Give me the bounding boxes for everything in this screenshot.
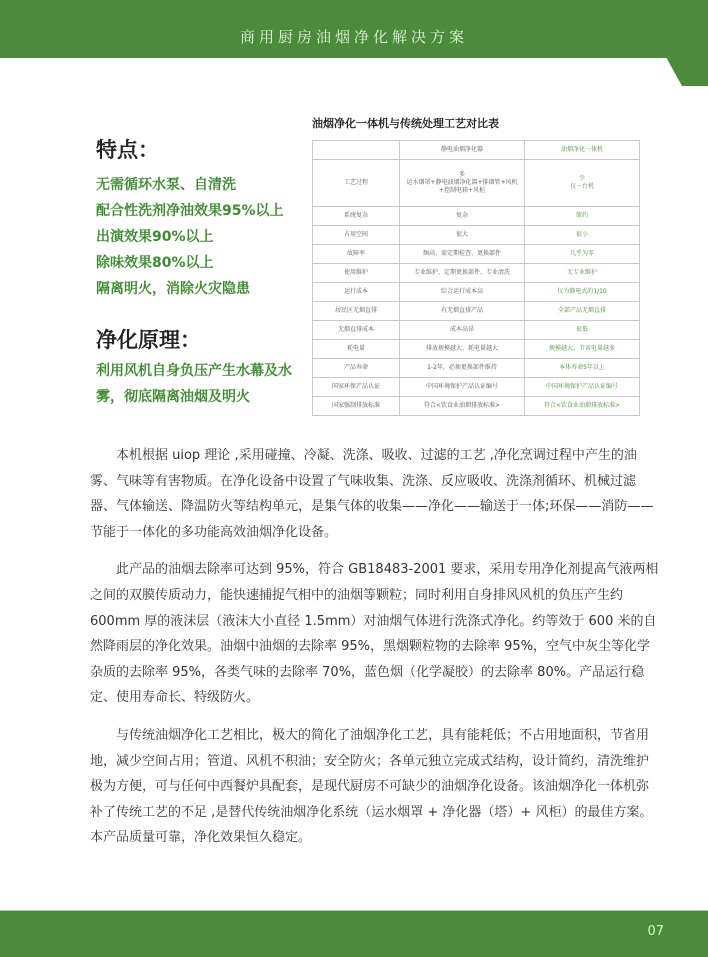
comparison-table bbox=[312, 140, 640, 416]
table-row bbox=[313, 283, 640, 302]
table-cell: 符合<饮食业油烟排放标准> bbox=[400, 397, 525, 416]
feature-item: 无需循环水泵、自清洗 bbox=[96, 177, 236, 193]
body-text bbox=[90, 443, 660, 863]
table-cell: 静电油烟净化器 bbox=[400, 141, 525, 160]
table-header-row bbox=[313, 141, 640, 160]
feature-item: 配合性洗剂净油效果95%以上 bbox=[96, 203, 284, 219]
table-cell: 运行成本 bbox=[313, 283, 400, 302]
principle-heading: 净化原理： bbox=[96, 328, 201, 352]
footer-bar bbox=[0, 910, 708, 957]
table-cell: 居民区无烟直排 bbox=[313, 302, 400, 321]
table-cell: 综合运行成本高 bbox=[400, 283, 525, 302]
table-row bbox=[313, 378, 640, 397]
feature-item: 除味效果80%以上 bbox=[96, 255, 214, 271]
table-row bbox=[313, 302, 640, 321]
table-row bbox=[313, 160, 640, 207]
table-cell: 中国环境保护产品认证编号 bbox=[525, 378, 640, 397]
principle-text: 利用风机自身负压产生水幕及水雾，彻底隔离油烟及明火 bbox=[96, 363, 292, 405]
table-row bbox=[313, 340, 640, 359]
table-cell: 占用空间 bbox=[313, 226, 400, 245]
table-cell: 油烟净化一体机 bbox=[525, 141, 640, 160]
table-cell: 故障率 bbox=[313, 245, 400, 264]
table-cell: 排放规模越大、耗电量越大 bbox=[400, 340, 525, 359]
table-cell: 国家强制排放标准 bbox=[313, 397, 400, 416]
table-cell: 规模越大、节省电量越多 bbox=[525, 340, 640, 359]
table-row bbox=[313, 245, 640, 264]
body-paragraph: 本机根据 uiop 理论 ,采用碰撞、冷凝、洗涤、吸收、过滤的工艺 ,净化烹调过程中产生的油雾、气味等有害物质。在净化设备中设置了气味收集、洗涤、反应吸收、洗涤剂循环、机械过滤器、气体输送、降温防火等结构单元，是集气体的收集——净化——输送于一体;环保——消防——节能于一体化的多功能高效油烟净化设备。 bbox=[90, 448, 654, 540]
table-cell: 系统复杂 bbox=[313, 207, 400, 226]
feature-item: 出演效果90%以上 bbox=[96, 229, 214, 245]
table-cell: 多 运水烟罩+静电油烟净化器+排烟管+风机+控制电箱+风柜 bbox=[400, 160, 525, 207]
table-row bbox=[313, 321, 640, 340]
table-cell: 专业维护、定期更换部件、专业清洗 bbox=[400, 264, 525, 283]
table-cell: 很大 bbox=[400, 226, 525, 245]
table-cell: 少 仅一台机 bbox=[525, 160, 640, 207]
table-cell: 产品寿命 bbox=[313, 359, 400, 378]
table-row bbox=[313, 207, 640, 226]
table-cell: 很小 bbox=[525, 226, 640, 245]
table-row bbox=[313, 359, 640, 378]
feature-item: 隔离明火，消除火灾隐患 bbox=[96, 281, 250, 297]
table-cell: 无烟直排成本 bbox=[313, 321, 400, 340]
table-cell: 成本高昂 bbox=[400, 321, 525, 340]
table-cell: 很低 bbox=[525, 321, 640, 340]
table-cell: 国家环保产品认证 bbox=[313, 378, 400, 397]
table-cell: 无专业维护 bbox=[525, 264, 640, 283]
table-cell: 符合<饮食业油烟排放标准> bbox=[525, 397, 640, 416]
table-cell: 几乎为零 bbox=[525, 245, 640, 264]
table-cell: 工艺过程 bbox=[313, 160, 400, 207]
table-cell: 复杂 bbox=[400, 207, 525, 226]
table-cell: 本体寿命5年以上 bbox=[525, 359, 640, 378]
table-cell: 使用维护 bbox=[313, 264, 400, 283]
table-row bbox=[313, 264, 640, 283]
table-cell: 耗电量 bbox=[313, 340, 400, 359]
table-cell: 全部产品无烟直排 bbox=[525, 302, 640, 321]
features-panel bbox=[96, 134, 316, 410]
table-cell: 仅为静电式的1/10 bbox=[525, 283, 640, 302]
table-cell: 有无烟直排产品 bbox=[400, 302, 525, 321]
table-cell: 1-2年，必须更换部件维持 bbox=[400, 359, 525, 378]
body-paragraph: 与传统油烟净化工艺相比，极大的简化了油烟净化工艺，具有能耗低；不占用地面积，节省用地，减少空间占用；管道、风机不积油；安全防火；各单元独立完成式结构，设计简约，清洗维护极为方便，可与任何中西餐炉具配套，是现代厨房不可缺少的油烟净化设备。该油烟净化一体机弥补了传统工艺的不足 ,是替代传统油烟净化系统（运水烟罩 + 净化器（塔）+ 风柜）的最佳方案。本产品质量可靠，净化效果恒久稳定。 bbox=[90, 727, 653, 846]
table-row bbox=[313, 397, 640, 416]
table-row bbox=[313, 226, 640, 245]
body-paragraph: 此产品的油烟去除率可达到 95%，符合 GB18483-2001 要求，采用专用净化剂提高气液两相之间的双膜传质动力，能快速捕捉气相中的油烟等颗粒；同时利用自身排风风机的负压产生约 600mm 厚的液沫层（液沫大小直径 1.5mm）对油烟气体进行洗涤式净化。约等效于 600 米的自然降雨层的净化效果。油烟中油烟的去除率 95%，黑烟颗粒物的去除率 95%，空气中灰尘等化学杂质的去除率 95%，各类气味的去除率 70%，蓝色烟（化学凝胶）的去除率 80%。产品运行稳定、使用寿命长、特级防火。 bbox=[90, 562, 659, 706]
features-heading: 特点： bbox=[96, 138, 159, 162]
page-header-title: 商用厨房油烟净化解决方案 bbox=[239, 28, 468, 46]
comparison-table-title: 油烟净化一体机与传统处理工艺对比表 bbox=[312, 117, 499, 130]
table-cell: 频高、需定期检查、更换部件 bbox=[400, 245, 525, 264]
table-cell bbox=[313, 141, 400, 160]
page-number: 07 bbox=[647, 924, 664, 939]
table-cell: 简约 bbox=[525, 207, 640, 226]
table-cell: 中国环境保护产品认证编号 bbox=[400, 378, 525, 397]
